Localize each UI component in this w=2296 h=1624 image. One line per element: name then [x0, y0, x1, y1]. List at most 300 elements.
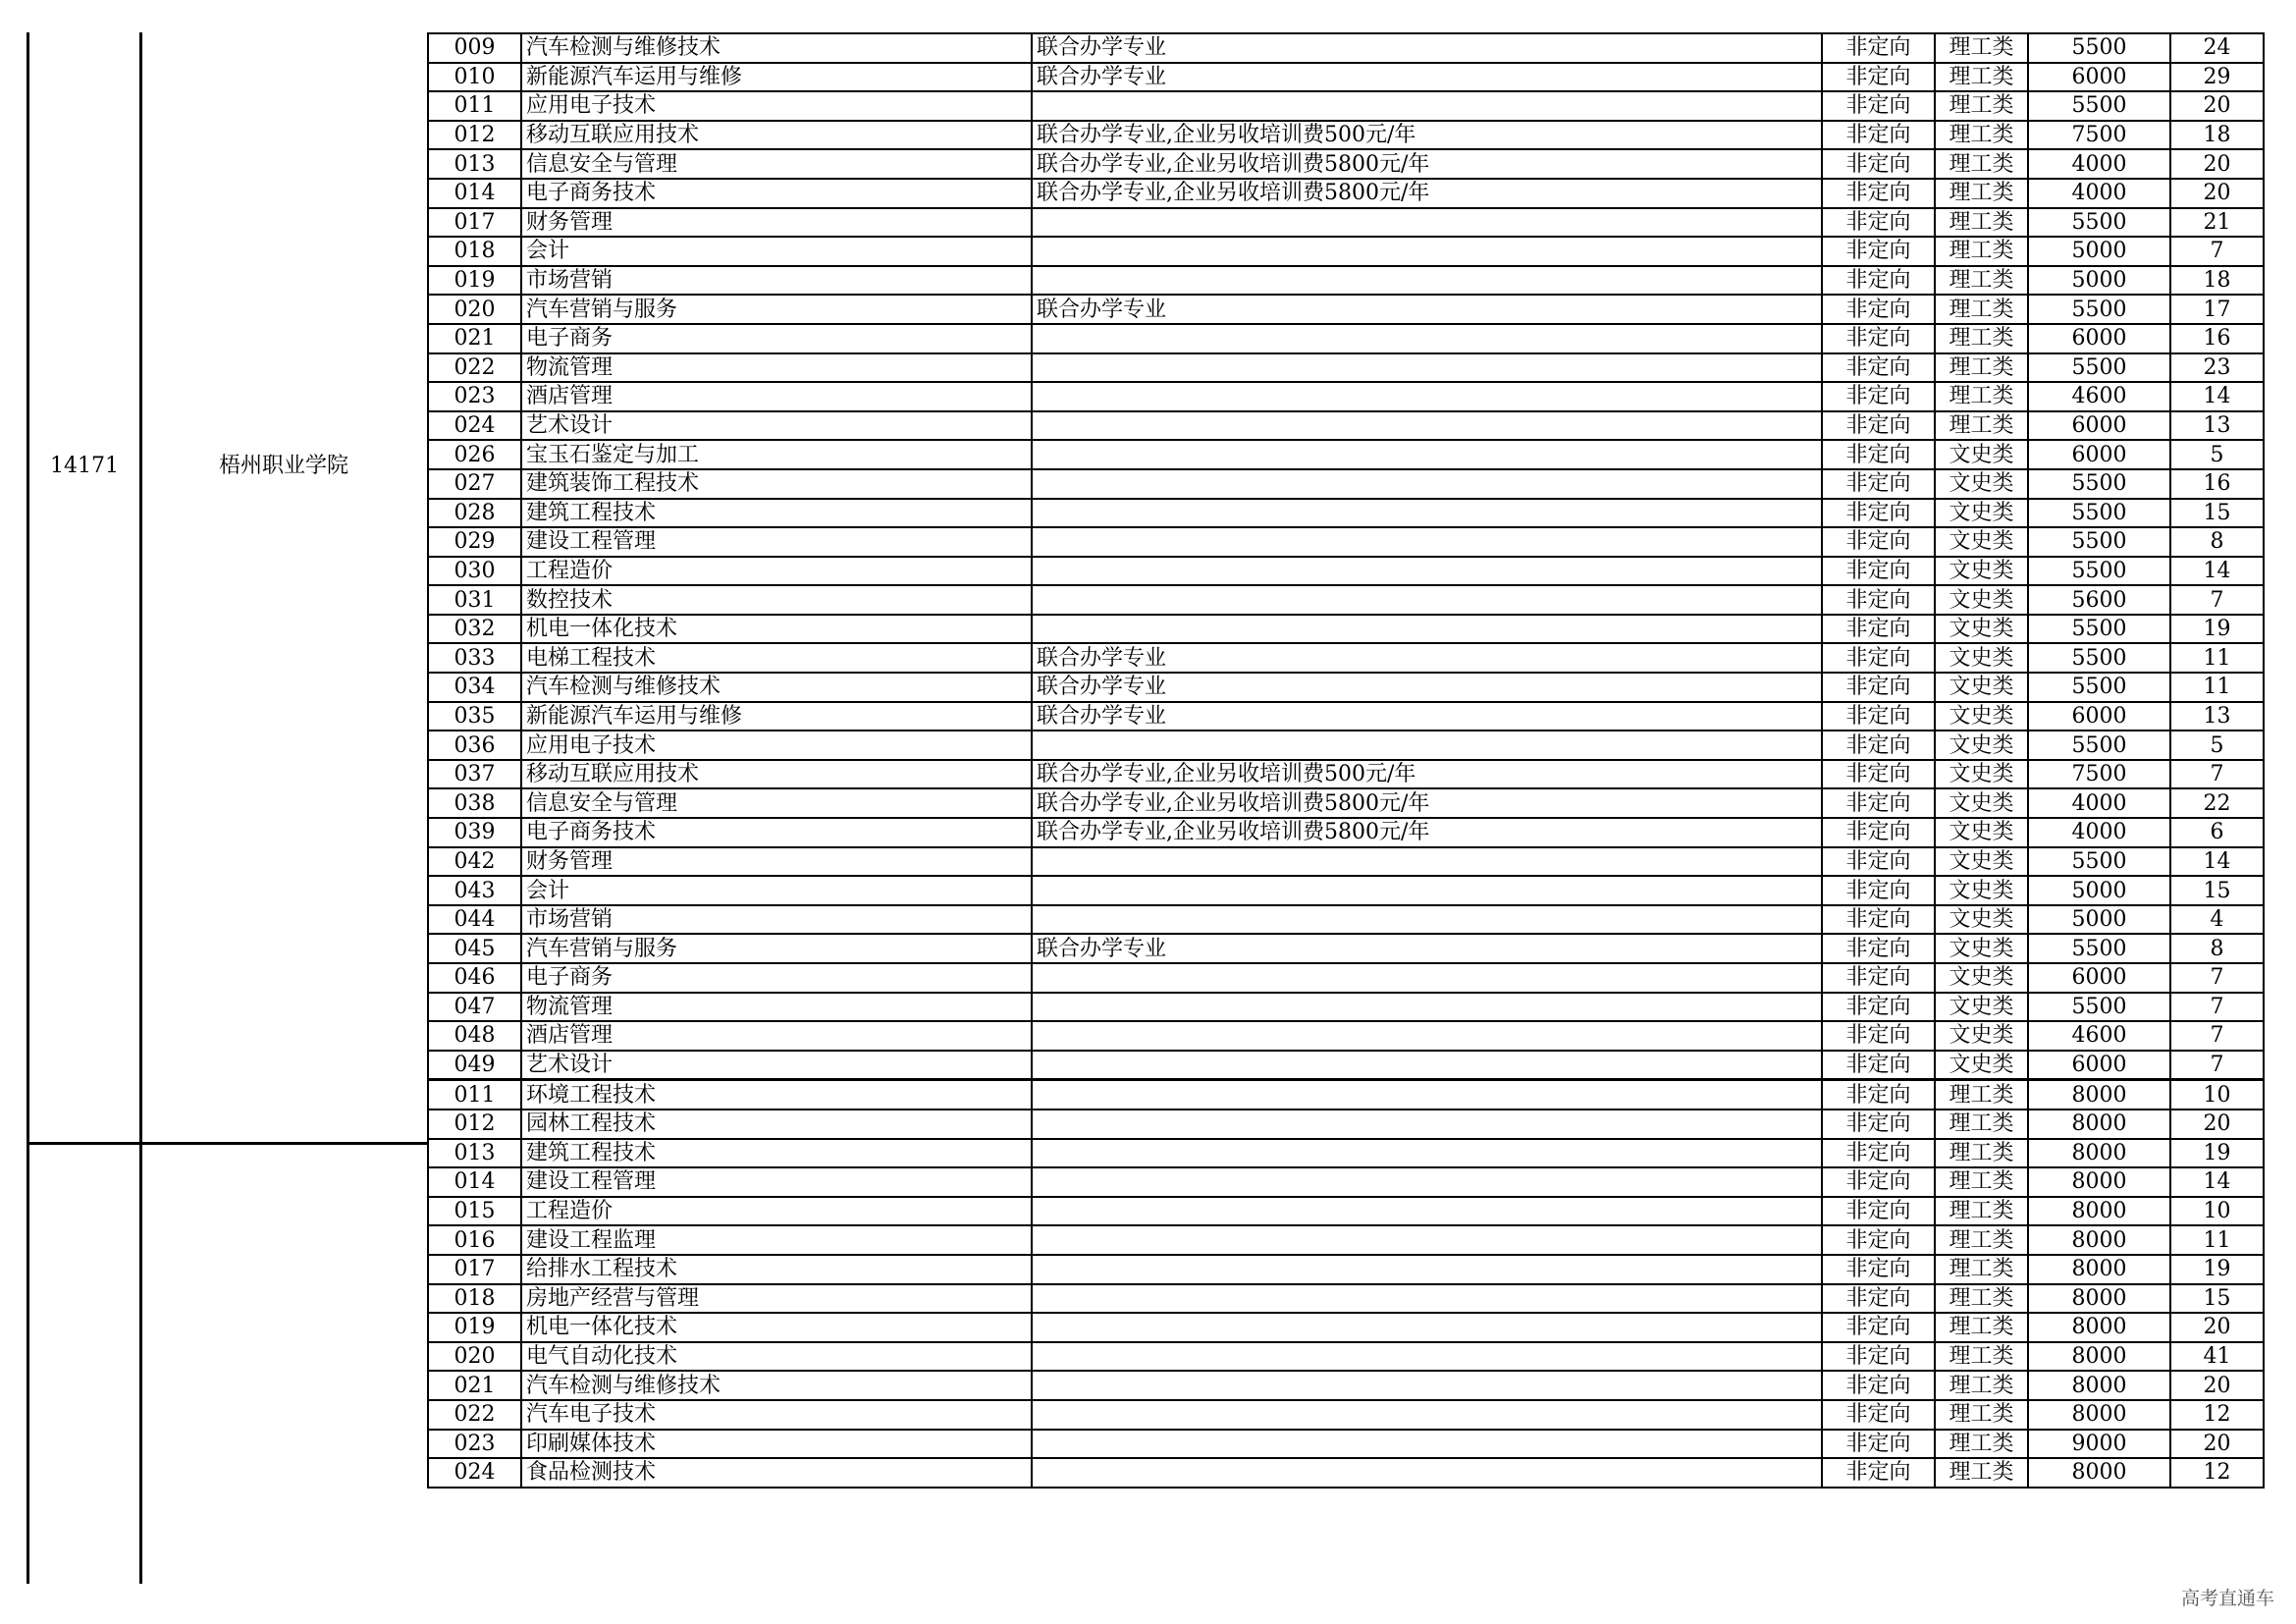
cell-note: [1032, 1400, 1822, 1430]
cell-plan: 非定向: [1822, 266, 1935, 296]
table-row: [428, 1342, 2264, 1372]
left-border-line: [27, 32, 29, 1584]
cell-note: [1032, 1430, 1822, 1459]
cell-code: 018: [428, 1284, 521, 1314]
cell-quota: 24: [2170, 33, 2264, 63]
cell-quota: 18: [2170, 266, 2264, 296]
table-row: [428, 440, 2264, 469]
cell-plan: 非定向: [1822, 469, 1935, 499]
cell-plan: 非定向: [1822, 295, 1935, 324]
cell-name: 会计: [521, 237, 1032, 266]
cell-subject: 理工类: [1935, 1313, 2028, 1342]
cell-plan: 非定向: [1822, 1313, 1935, 1342]
cell-subject: 理工类: [1935, 179, 2028, 208]
cell-name: 电子商务技术: [521, 179, 1032, 208]
table-row: [428, 33, 2264, 63]
table-row: [428, 179, 2264, 208]
cell-name: 建设工程监理: [521, 1225, 1032, 1255]
cell-quota: 29: [2170, 63, 2264, 92]
cell-subject: 理工类: [1935, 1430, 2028, 1459]
cell-subject: 理工类: [1935, 411, 2028, 441]
cell-fee: 5500: [2028, 615, 2170, 644]
cell-note: 联合办学专业,企业另收培训费5800元/年: [1032, 818, 1822, 847]
cell-subject: 理工类: [1935, 324, 2028, 353]
cell-fee: 5500: [2028, 643, 2170, 673]
cell-quota: 13: [2170, 702, 2264, 731]
cell-name: 汽车营销与服务: [521, 295, 1032, 324]
cell-note: [1032, 499, 1822, 528]
cell-fee: 5000: [2028, 266, 2170, 296]
cell-fee: 8000: [2028, 1284, 2170, 1314]
cell-code: 010: [428, 63, 521, 92]
school-name: 梧州职业学院: [218, 454, 348, 478]
cell-name: 食品检测技术: [521, 1458, 1032, 1488]
cell-quota: 7: [2170, 993, 2264, 1022]
cell-fee: 6000: [2028, 1051, 2170, 1080]
cell-fee: 6000: [2028, 702, 2170, 731]
cell-quota: 10: [2170, 1197, 2264, 1226]
cell-plan: 非定向: [1822, 731, 1935, 760]
cell-subject: 理工类: [1935, 149, 2028, 179]
cell-subject: 理工类: [1935, 1080, 2028, 1110]
cell-note: [1032, 847, 1822, 877]
cell-fee: 5000: [2028, 876, 2170, 905]
cell-fee: 5000: [2028, 905, 2170, 935]
cell-subject: 文史类: [1935, 615, 2028, 644]
cell-plan: 非定向: [1822, 1371, 1935, 1400]
cell-code: 024: [428, 411, 521, 441]
cell-name: 电梯工程技术: [521, 643, 1032, 673]
cell-note: [1032, 963, 1822, 993]
cell-code: 019: [428, 1313, 521, 1342]
cell-name: 应用电子技术: [521, 731, 1032, 760]
table-row: [428, 527, 2264, 557]
major-table: [427, 32, 2265, 1489]
cell-name: 酒店管理: [521, 1021, 1032, 1051]
cell-note: 联合办学专业: [1032, 934, 1822, 963]
table-row: [428, 585, 2264, 615]
cell-quota: 8: [2170, 934, 2264, 963]
cell-code: 037: [428, 760, 521, 789]
school-code: 14171: [50, 454, 119, 478]
cell-subject: 文史类: [1935, 440, 2028, 469]
cell-subject: 文史类: [1935, 673, 2028, 702]
cell-quota: 20: [2170, 1430, 2264, 1459]
cell-subject: 文史类: [1935, 527, 2028, 557]
table-row: [428, 1458, 2264, 1488]
cell-quota: 5: [2170, 440, 2264, 469]
cell-fee: 6000: [2028, 963, 2170, 993]
cell-subject: 文史类: [1935, 847, 2028, 877]
cell-fee: 5500: [2028, 847, 2170, 877]
cell-note: [1032, 1225, 1822, 1255]
cell-quota: 5: [2170, 731, 2264, 760]
table-row: [428, 499, 2264, 528]
table-row: [428, 63, 2264, 92]
cell-note: [1032, 1284, 1822, 1314]
cell-plan: 非定向: [1822, 440, 1935, 469]
cell-plan: 非定向: [1822, 149, 1935, 179]
cell-note: [1032, 382, 1822, 411]
cell-subject: 理工类: [1935, 295, 2028, 324]
cell-quota: 20: [2170, 1313, 2264, 1342]
cell-plan: 非定向: [1822, 121, 1935, 150]
cell-subject: 文史类: [1935, 876, 2028, 905]
cell-fee: 4000: [2028, 149, 2170, 179]
cell-name: 市场营销: [521, 905, 1032, 935]
cell-code: 033: [428, 643, 521, 673]
cell-plan: 非定向: [1822, 237, 1935, 266]
cell-note: [1032, 615, 1822, 644]
cell-name: 汽车检测与维修技术: [521, 673, 1032, 702]
cell-note: 联合办学专业: [1032, 643, 1822, 673]
cell-quota: 20: [2170, 179, 2264, 208]
cell-code: 031: [428, 585, 521, 615]
cell-name: 建设工程管理: [521, 1167, 1032, 1197]
cell-quota: 20: [2170, 149, 2264, 179]
cell-code: 014: [428, 1167, 521, 1197]
cell-fee: 8000: [2028, 1313, 2170, 1342]
cell-subject: 文史类: [1935, 993, 2028, 1022]
cell-quota: 16: [2170, 469, 2264, 499]
cell-fee: 5500: [2028, 673, 2170, 702]
cell-note: [1032, 527, 1822, 557]
cell-fee: 8000: [2028, 1255, 2170, 1284]
cell-fee: 5500: [2028, 731, 2170, 760]
table-row: [428, 847, 2264, 877]
cell-name: 物流管理: [521, 993, 1032, 1022]
cell-note: [1032, 1197, 1822, 1226]
cell-note: 联合办学专业: [1032, 702, 1822, 731]
cell-note: [1032, 469, 1822, 499]
cell-subject: 理工类: [1935, 1110, 2028, 1139]
cell-plan: 非定向: [1822, 876, 1935, 905]
cell-fee: 5500: [2028, 91, 2170, 121]
cell-code: 030: [428, 557, 521, 586]
cell-code: 019: [428, 266, 521, 296]
cell-name: 数控技术: [521, 585, 1032, 615]
cell-note: [1032, 266, 1822, 296]
cell-note: [1032, 1313, 1822, 1342]
cell-subject: 理工类: [1935, 208, 2028, 238]
cell-quota: 15: [2170, 876, 2264, 905]
cell-quota: 15: [2170, 499, 2264, 528]
cell-quota: 11: [2170, 643, 2264, 673]
cell-quota: 23: [2170, 353, 2264, 383]
cell-quota: 19: [2170, 615, 2264, 644]
table-row: [428, 1313, 2264, 1342]
table-row: [428, 760, 2264, 789]
cell-code: 023: [428, 382, 521, 411]
cell-note: [1032, 1167, 1822, 1197]
cell-code: 045: [428, 934, 521, 963]
cell-note: [1032, 208, 1822, 238]
cell-quota: 14: [2170, 1167, 2264, 1197]
cell-quota: 17: [2170, 295, 2264, 324]
cell-plan: 非定向: [1822, 905, 1935, 935]
cell-quota: 19: [2170, 1255, 2264, 1284]
cell-subject: 文史类: [1935, 731, 2028, 760]
cell-code: 013: [428, 1139, 521, 1168]
cell-note: 联合办学专业,企业另收培训费5800元/年: [1032, 179, 1822, 208]
cell-note: [1032, 1080, 1822, 1110]
cell-name: 市场营销: [521, 266, 1032, 296]
cell-code: 036: [428, 731, 521, 760]
table-row: [428, 643, 2264, 673]
cell-subject: 理工类: [1935, 1139, 2028, 1168]
cell-note: 联合办学专业: [1032, 673, 1822, 702]
cell-name: 财务管理: [521, 208, 1032, 238]
cell-fee: 9000: [2028, 1430, 2170, 1459]
cell-name: 印刷媒体技术: [521, 1430, 1032, 1459]
cell-name: 电子商务: [521, 324, 1032, 353]
cell-subject: 文史类: [1935, 1021, 2028, 1051]
cell-fee: 8000: [2028, 1139, 2170, 1168]
cell-code: 021: [428, 1371, 521, 1400]
cell-note: [1032, 1139, 1822, 1168]
cell-subject: 文史类: [1935, 585, 2028, 615]
school-group-divider: [27, 1142, 429, 1145]
cell-subject: 理工类: [1935, 1284, 2028, 1314]
cell-subject: 理工类: [1935, 1225, 2028, 1255]
cell-plan: 非定向: [1822, 760, 1935, 789]
cell-quota: 20: [2170, 91, 2264, 121]
cell-name: 物流管理: [521, 353, 1032, 383]
cell-subject: 理工类: [1935, 1400, 2028, 1430]
cell-subject: 理工类: [1935, 382, 2028, 411]
cell-name: 房地产经营与管理: [521, 1284, 1032, 1314]
cell-name: 机电一体化技术: [521, 1313, 1032, 1342]
table-body: [428, 33, 2264, 1488]
cell-name: 应用电子技术: [521, 91, 1032, 121]
cell-fee: 5500: [2028, 208, 2170, 238]
cell-subject: 文史类: [1935, 760, 2028, 789]
table-row: [428, 353, 2264, 383]
cell-quota: 19: [2170, 1139, 2264, 1168]
cell-name: 电气自动化技术: [521, 1342, 1032, 1372]
cell-plan: 非定向: [1822, 818, 1935, 847]
cell-fee: 4000: [2028, 788, 2170, 818]
cell-fee: 4600: [2028, 1021, 2170, 1051]
cell-fee: 5500: [2028, 295, 2170, 324]
cell-code: 039: [428, 818, 521, 847]
cell-fee: 8000: [2028, 1371, 2170, 1400]
cell-quota: 10: [2170, 1080, 2264, 1110]
cell-fee: 4000: [2028, 818, 2170, 847]
cell-subject: 文史类: [1935, 702, 2028, 731]
cell-code: 024: [428, 1458, 521, 1488]
cell-code: 035: [428, 702, 521, 731]
cell-note: [1032, 1458, 1822, 1488]
cell-code: 021: [428, 324, 521, 353]
cell-name: 给排水工程技术: [521, 1255, 1032, 1284]
cell-name: 建筑装饰工程技术: [521, 469, 1032, 499]
cell-subject: 理工类: [1935, 1371, 2028, 1400]
cell-subject: 理工类: [1935, 266, 2028, 296]
cell-quota: 14: [2170, 557, 2264, 586]
cell-plan: 非定向: [1822, 702, 1935, 731]
cell-fee: 4000: [2028, 179, 2170, 208]
cell-fee: 6000: [2028, 324, 2170, 353]
table-row: [428, 1080, 2264, 1110]
table-row: [428, 121, 2264, 150]
cell-subject: 文史类: [1935, 963, 2028, 993]
cell-code: 009: [428, 33, 521, 63]
cell-code: 017: [428, 1255, 521, 1284]
table-row: [428, 1197, 2264, 1226]
cell-name: 建筑工程技术: [521, 499, 1032, 528]
cell-note: [1032, 91, 1822, 121]
cell-plan: 非定向: [1822, 1139, 1935, 1168]
cell-name: 会计: [521, 876, 1032, 905]
cell-name: 艺术设计: [521, 1051, 1032, 1080]
cell-note: [1032, 353, 1822, 383]
cell-quota: 16: [2170, 324, 2264, 353]
cell-plan: 非定向: [1822, 324, 1935, 353]
table-row: [428, 382, 2264, 411]
table-row: [428, 469, 2264, 499]
cell-name: 工程造价: [521, 557, 1032, 586]
cell-quota: 14: [2170, 847, 2264, 877]
cell-note: [1032, 1371, 1822, 1400]
cell-fee: 5600: [2028, 585, 2170, 615]
school-code-divider: [139, 32, 142, 1584]
cell-name: 信息安全与管理: [521, 788, 1032, 818]
cell-code: 013: [428, 149, 521, 179]
cell-note: [1032, 1110, 1822, 1139]
cell-plan: 非定向: [1822, 643, 1935, 673]
cell-subject: 理工类: [1935, 121, 2028, 150]
cell-subject: 理工类: [1935, 237, 2028, 266]
table-row: [428, 266, 2264, 296]
table-row: [428, 1225, 2264, 1255]
cell-plan: 非定向: [1822, 1284, 1935, 1314]
cell-name: 移动互联应用技术: [521, 760, 1032, 789]
cell-code: 043: [428, 876, 521, 905]
cell-plan: 非定向: [1822, 1021, 1935, 1051]
cell-plan: 非定向: [1822, 1225, 1935, 1255]
cell-code: 027: [428, 469, 521, 499]
cell-subject: 文史类: [1935, 934, 2028, 963]
cell-fee: 7500: [2028, 760, 2170, 789]
cell-code: 014: [428, 179, 521, 208]
cell-note: [1032, 1051, 1822, 1080]
cell-note: 联合办学专业: [1032, 295, 1822, 324]
cell-name: 汽车检测与维修技术: [521, 33, 1032, 63]
cell-plan: 非定向: [1822, 353, 1935, 383]
cell-name: 移动互联应用技术: [521, 121, 1032, 150]
cell-note: 联合办学专业,企业另收培训费5800元/年: [1032, 788, 1822, 818]
table-row: [428, 615, 2264, 644]
cell-code: 018: [428, 237, 521, 266]
table-row: [428, 731, 2264, 760]
cell-code: 038: [428, 788, 521, 818]
cell-subject: 文史类: [1935, 499, 2028, 528]
cell-subject: 文史类: [1935, 643, 2028, 673]
cell-plan: 非定向: [1822, 557, 1935, 586]
cell-name: 汽车电子技术: [521, 1400, 1032, 1430]
cell-name: 工程造价: [521, 1197, 1032, 1226]
cell-fee: 8000: [2028, 1342, 2170, 1372]
table-row: [428, 1255, 2264, 1284]
cell-subject: 文史类: [1935, 1051, 2028, 1080]
table-row: [428, 91, 2264, 121]
cell-code: 017: [428, 208, 521, 238]
cell-note: 联合办学专业: [1032, 63, 1822, 92]
table-row: [428, 905, 2264, 935]
cell-name: 机电一体化技术: [521, 615, 1032, 644]
table-row: [428, 1400, 2264, 1430]
cell-plan: 非定向: [1822, 1458, 1935, 1488]
cell-name: 信息安全与管理: [521, 149, 1032, 179]
cell-plan: 非定向: [1822, 788, 1935, 818]
cell-code: 042: [428, 847, 521, 877]
cell-fee: 5500: [2028, 33, 2170, 63]
cell-code: 026: [428, 440, 521, 469]
cell-quota: 8: [2170, 527, 2264, 557]
cell-code: 016: [428, 1225, 521, 1255]
cell-quota: 20: [2170, 1110, 2264, 1139]
cell-code: 022: [428, 1400, 521, 1430]
cell-quota: 21: [2170, 208, 2264, 238]
cell-plan: 非定向: [1822, 411, 1935, 441]
cell-quota: 7: [2170, 760, 2264, 789]
cell-plan: 非定向: [1822, 963, 1935, 993]
cell-fee: 5500: [2028, 993, 2170, 1022]
table-row: [428, 411, 2264, 441]
table-row: [428, 673, 2264, 702]
cell-fee: 7500: [2028, 121, 2170, 150]
cell-code: 020: [428, 1342, 521, 1372]
cell-subject: 理工类: [1935, 1167, 2028, 1197]
cell-note: [1032, 324, 1822, 353]
cell-note: [1032, 993, 1822, 1022]
cell-note: [1032, 905, 1822, 935]
cell-quota: 20: [2170, 1371, 2264, 1400]
cell-name: 艺术设计: [521, 411, 1032, 441]
cell-plan: 非定向: [1822, 1400, 1935, 1430]
table-row: [428, 237, 2264, 266]
table-row: [428, 1371, 2264, 1400]
cell-quota: 7: [2170, 237, 2264, 266]
cell-fee: 8000: [2028, 1080, 2170, 1110]
watermark: 高考直通车: [2180, 1588, 2274, 1609]
cell-plan: 非定向: [1822, 847, 1935, 877]
cell-code: 011: [428, 1080, 521, 1110]
cell-name: 新能源汽车运用与维修: [521, 702, 1032, 731]
cell-fee: 8000: [2028, 1110, 2170, 1139]
cell-code: 032: [428, 615, 521, 644]
cell-code: 012: [428, 1110, 521, 1139]
cell-note: [1032, 876, 1822, 905]
cell-subject: 理工类: [1935, 1342, 2028, 1372]
cell-quota: 7: [2170, 1051, 2264, 1080]
cell-note: [1032, 585, 1822, 615]
cell-name: 园林工程技术: [521, 1110, 1032, 1139]
table-row: [428, 934, 2264, 963]
cell-plan: 非定向: [1822, 527, 1935, 557]
table-row: [428, 1430, 2264, 1459]
cell-code: 012: [428, 121, 521, 150]
cell-note: [1032, 237, 1822, 266]
cell-quota: 15: [2170, 1284, 2264, 1314]
cell-name: 新能源汽车运用与维修: [521, 63, 1032, 92]
table-row: [428, 1284, 2264, 1314]
cell-name: 建筑工程技术: [521, 1139, 1032, 1168]
cell-subject: 文史类: [1935, 469, 2028, 499]
cell-fee: 5500: [2028, 934, 2170, 963]
cell-fee: 8000: [2028, 1167, 2170, 1197]
